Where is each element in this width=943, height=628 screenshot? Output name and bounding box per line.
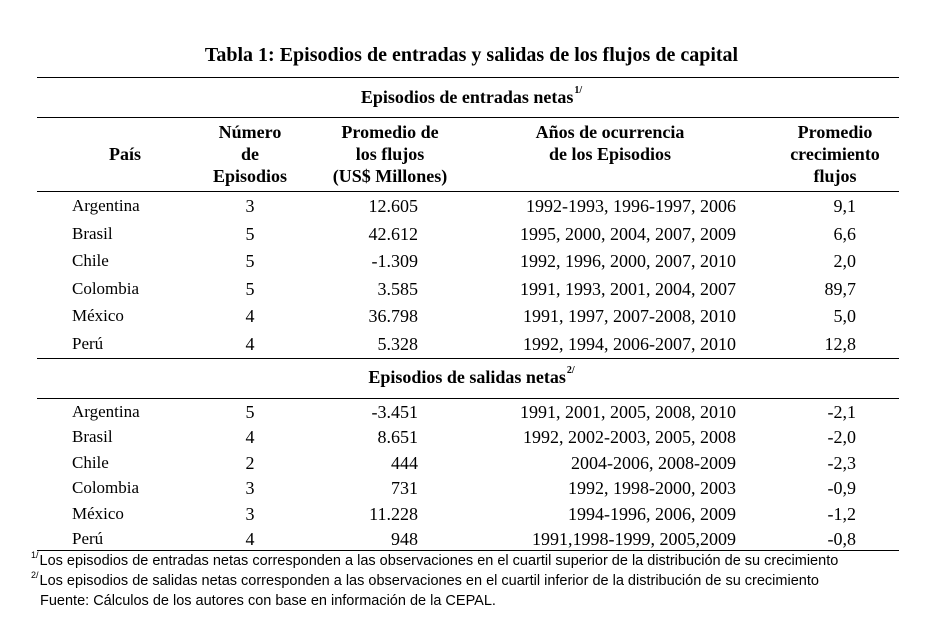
- cell-promedio: 731: [391, 478, 418, 499]
- header-numero: Número de Episodios: [212, 122, 288, 186]
- cell-anios: 1995, 2000, 2004, 2007, 2009: [520, 223, 736, 244]
- footnote-1: [31, 550, 839, 569]
- cell-anios: 1991, 1997, 2007-2008, 2010: [523, 306, 736, 327]
- cell-anios: 1991, 1993, 2001, 2004, 2007: [520, 278, 736, 299]
- cell-anios: 1992, 2002-2003, 2005, 2008: [523, 427, 736, 448]
- cell-numero: 5: [245, 223, 255, 244]
- cell-country: Argentina: [72, 196, 140, 215]
- cell-numero: 4: [245, 334, 255, 354]
- section-label: Episodios de salidas netas: [368, 367, 566, 387]
- cell-crecimiento: -1,2: [827, 503, 856, 524]
- footnote-mark: 2/: [31, 570, 39, 580]
- footnote-text: Los episodios de salidas netas corresponden a las observaciones en el cuartil inferior de la distribución de su crecimiento: [39, 573, 819, 589]
- cell-country: México: [72, 306, 124, 326]
- cell-numero: 2: [245, 452, 255, 473]
- cell-numero: 4: [245, 529, 255, 549]
- cell-country: Brasil: [72, 427, 113, 447]
- header-bottom-rule: [37, 191, 899, 192]
- cell-promedio: 5.328: [377, 334, 418, 354]
- cell-anios: 1992, 1998-2000, 2003: [568, 478, 736, 499]
- cell-crecimiento: -0,9: [827, 478, 856, 499]
- cell-promedio: 948: [391, 529, 418, 549]
- cell-numero: 5: [245, 402, 255, 422]
- cell-numero: 4: [245, 427, 255, 448]
- cell-promedio: -3.451: [371, 402, 418, 422]
- header-rule: [37, 117, 899, 118]
- cell-country: Chile: [72, 452, 109, 472]
- cell-country: Perú: [72, 529, 104, 548]
- header-crecimiento: Promedio crecimiento flujos: [790, 122, 880, 186]
- cell-numero: 5: [245, 251, 255, 272]
- footnote-text: Los episodios de entradas netas corresponden a las observaciones en el cuartil superior de la distribución de su crecimiento: [39, 553, 839, 569]
- cell-numero: 4: [245, 306, 255, 327]
- header-pais: País: [108, 144, 141, 164]
- header-promedio: Promedio de los flujos (US$ Millones): [332, 122, 448, 186]
- cell-promedio: 444: [391, 452, 418, 473]
- cell-promedio: 11.228: [369, 503, 418, 524]
- cell-crecimiento: -0,8: [827, 529, 856, 549]
- cell-numero: 3: [245, 196, 255, 216]
- source-note: [40, 593, 496, 609]
- cell-promedio: 3.585: [377, 278, 418, 299]
- cell-anios: 1991,1998-1999, 2005,2009: [532, 529, 736, 549]
- cell-anios: 1991, 2001, 2005, 2008, 2010: [520, 402, 736, 422]
- cell-country: Colombia: [72, 478, 140, 498]
- cell-crecimiento: -2,1: [827, 402, 856, 422]
- cell-crecimiento: -2,3: [827, 452, 856, 473]
- cell-numero: 3: [245, 503, 255, 524]
- section-title-outflows: [0, 367, 943, 388]
- top-rule: [37, 77, 899, 78]
- cell-crecimiento: 5,0: [833, 306, 856, 327]
- cell-crecimiento: 12,8: [824, 334, 856, 354]
- cell-promedio: 42.612: [368, 223, 418, 244]
- source-text: Fuente: Cálculos de los autores con base en información de la CEPAL.: [40, 593, 496, 609]
- section-footnote-mark: 2/: [566, 365, 575, 376]
- cell-numero: 5: [245, 278, 255, 299]
- cell-anios: 1992, 1994, 2006-2007, 2010: [523, 334, 736, 354]
- section-label: Episodios de entradas netas: [360, 87, 574, 107]
- footnote-mark: 1/: [31, 550, 39, 560]
- cell-promedio: 8.651: [377, 427, 418, 448]
- cell-crecimiento: 89,7: [824, 278, 856, 299]
- cell-crecimiento: 6,6: [833, 223, 856, 244]
- bottom-rule: [37, 550, 899, 551]
- cell-promedio: -1.309: [371, 251, 418, 272]
- cell-country: México: [72, 503, 124, 523]
- mid-rule: [37, 358, 899, 359]
- cell-anios: 1992-1993, 1996-1997, 2006: [526, 196, 736, 216]
- header-anios: Años de ocurrencia de los Episodios: [535, 122, 685, 164]
- cell-country: Chile: [72, 251, 109, 271]
- cell-promedio: 36.798: [368, 306, 418, 327]
- cell-anios: 1992, 1996, 2000, 2007, 2010: [520, 251, 736, 272]
- footnote-2: [31, 570, 819, 589]
- section-footnote-mark: 1/: [574, 85, 583, 96]
- section-title-inflows: [0, 87, 943, 108]
- cell-crecimiento: -2,0: [827, 427, 856, 448]
- cell-anios: 1994-1996, 2006, 2009: [568, 503, 736, 524]
- cell-crecimiento: 2,0: [833, 251, 856, 272]
- cell-country: Colombia: [72, 278, 140, 298]
- cell-crecimiento: 9,1: [833, 196, 856, 216]
- cell-country: Perú: [72, 334, 104, 353]
- cell-anios: 2004-2006, 2008-2009: [571, 452, 736, 473]
- cell-promedio: 12.605: [368, 196, 418, 216]
- table-title: Tabla 1: Episodios de entradas y salidas de los flujos de capital: [204, 44, 739, 66]
- cell-numero: 3: [245, 478, 255, 499]
- cell-country: Argentina: [72, 402, 140, 421]
- cell-country: Brasil: [72, 223, 113, 243]
- outflows-header-rule: [37, 398, 899, 399]
